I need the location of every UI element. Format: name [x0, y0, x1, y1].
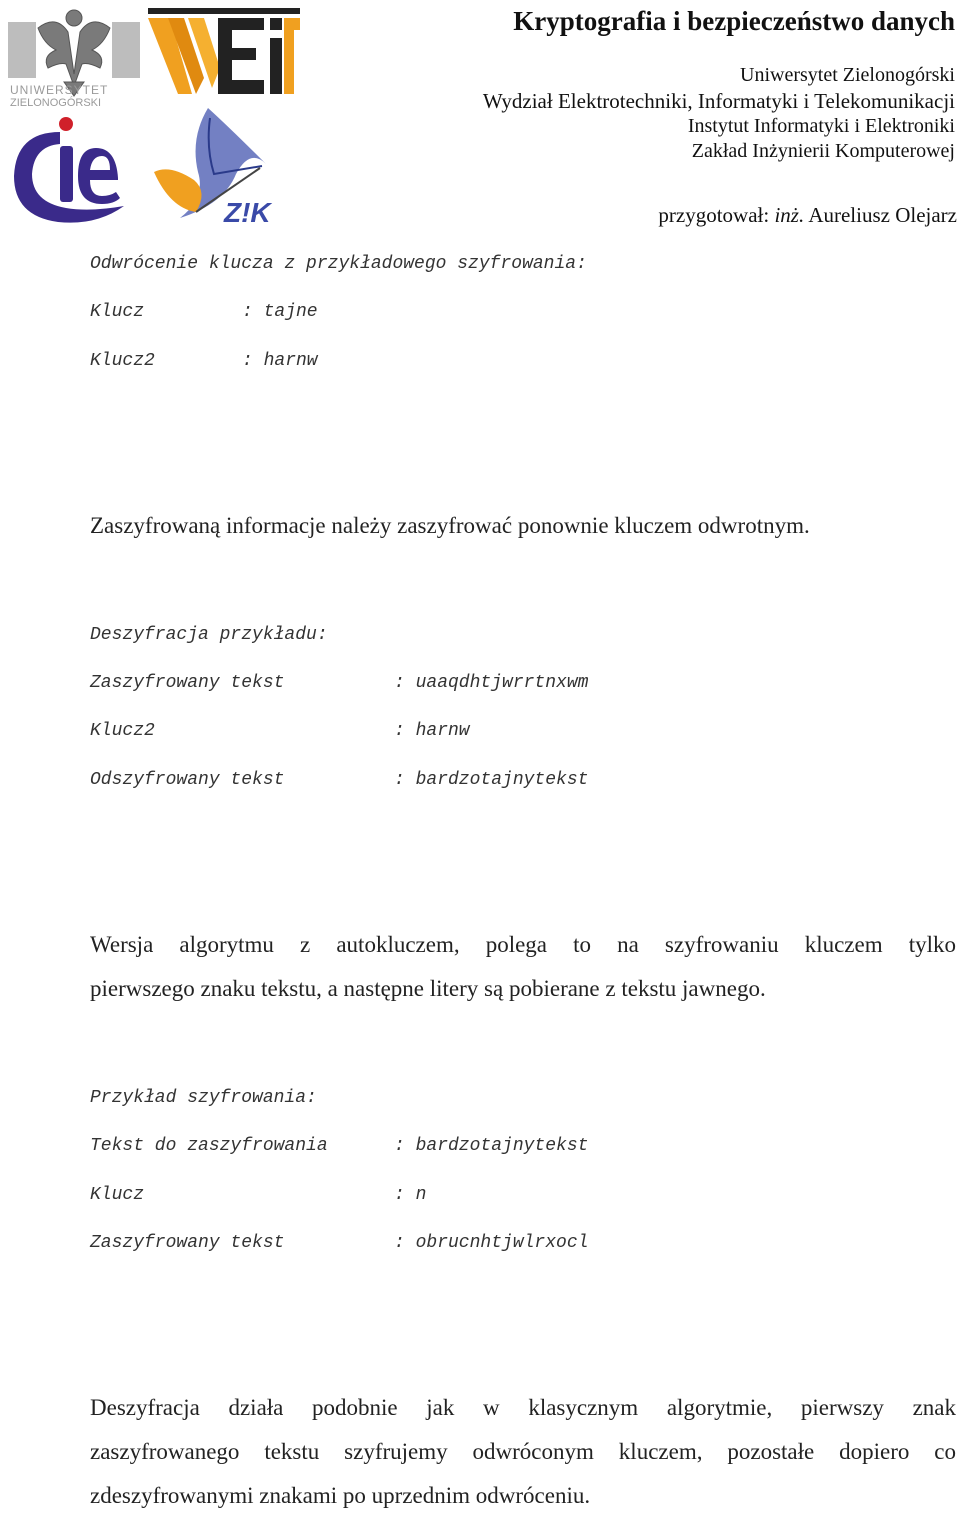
- university-eagle-logo: [8, 4, 140, 108]
- author-name: Aureliusz Olejarz: [808, 203, 957, 227]
- prepared-label: przygotował:: [658, 203, 770, 227]
- plaintext-input-value: : bardzotajnytekst: [394, 1136, 589, 1156]
- department-name: Zakład Inżynierii Komputerowej: [691, 140, 955, 162]
- ciphertext-label: Zaszyfrowany tekst: [90, 673, 285, 693]
- plaintext-input-label: Tekst do zaszyfrowania: [90, 1136, 328, 1156]
- document-title: Kryptografia i bezpieczeństwo danych: [513, 6, 955, 36]
- paragraph-decryption-line1: Deszyfracja działa podobnie jak w klasycznym algorytmie, pierwszy znak: [90, 1395, 956, 1420]
- author-line: [658, 203, 957, 228]
- key-label: Klucz: [90, 302, 145, 322]
- paragraph-inverse-key: Zaszyfrowaną informacje należy zaszyfrować ponownie kluczem odwrotnym.: [90, 513, 810, 538]
- autokey-ciphertext-label: Zaszyfrowany tekst: [90, 1233, 285, 1253]
- key2-label-dec: Klucz2: [90, 721, 155, 741]
- paragraph-decryption-line3: zdeszyfrowanymi znakami po uprzednim odwróceniu.: [90, 1483, 591, 1508]
- plaintext-label: Odszyfrowany tekst: [90, 770, 285, 790]
- key2-label: Klucz2: [90, 351, 155, 371]
- section2-heading: Deszyfracja przykładu:: [90, 625, 328, 645]
- paragraph-decryption-line2: zaszyfrowanego tekstu szyfrujemy odwróconym kluczem, pozostałe dopiero co: [90, 1439, 956, 1464]
- autokey-value: : n: [394, 1185, 427, 1205]
- plaintext-value: : bardzotajnytekst: [394, 770, 589, 790]
- ciphertext-value: : uaaqdhtjwrrtnxwm: [394, 673, 589, 693]
- paragraph-autokey-line1: Wersja algorytmu z autokluczem, polega to na szyfrowaniu kluczem tylko: [90, 932, 956, 957]
- paragraph-autokey: [90, 923, 956, 1011]
- autokey-ciphertext-value: : obrucnhtjwlrxocl: [394, 1233, 589, 1253]
- uz-logo-line2: ZIELONOGÓRSKI: [10, 97, 102, 108]
- key2-value-dec: : harnw: [394, 721, 470, 741]
- zik-logo-text: Z!K: [224, 197, 271, 228]
- faculty-name: Wydział Elektrotechniki, Informatyki i Telekomunikacji: [482, 89, 955, 113]
- key2-value: : harnw: [242, 351, 318, 371]
- paragraph-decryption: [90, 1386, 956, 1518]
- uz-logo-line1: UNIWERSYTET: [10, 83, 109, 97]
- cie-logo: [6, 112, 136, 228]
- section3-heading: Przykład szyfrowania:: [90, 1088, 317, 1108]
- weit-logo: [148, 8, 300, 104]
- institute-name: Instytut Informatyki i Elektroniki: [687, 115, 955, 137]
- paragraph-autokey-line2: pierwszego znaku tekstu, a następne litery są pobierane z tekstu jawnego.: [90, 976, 766, 1001]
- zik-logo: [150, 108, 296, 228]
- key-value: : tajne: [242, 302, 318, 322]
- autokey-label: Klucz: [90, 1185, 145, 1205]
- page-header: [0, 0, 960, 230]
- section1-heading: Odwrócenie klucza z przykładowego szyfrowania:: [90, 254, 587, 274]
- author-title: inż.: [774, 203, 805, 227]
- university-name: Uniwersytet Zielonogórski: [740, 64, 955, 86]
